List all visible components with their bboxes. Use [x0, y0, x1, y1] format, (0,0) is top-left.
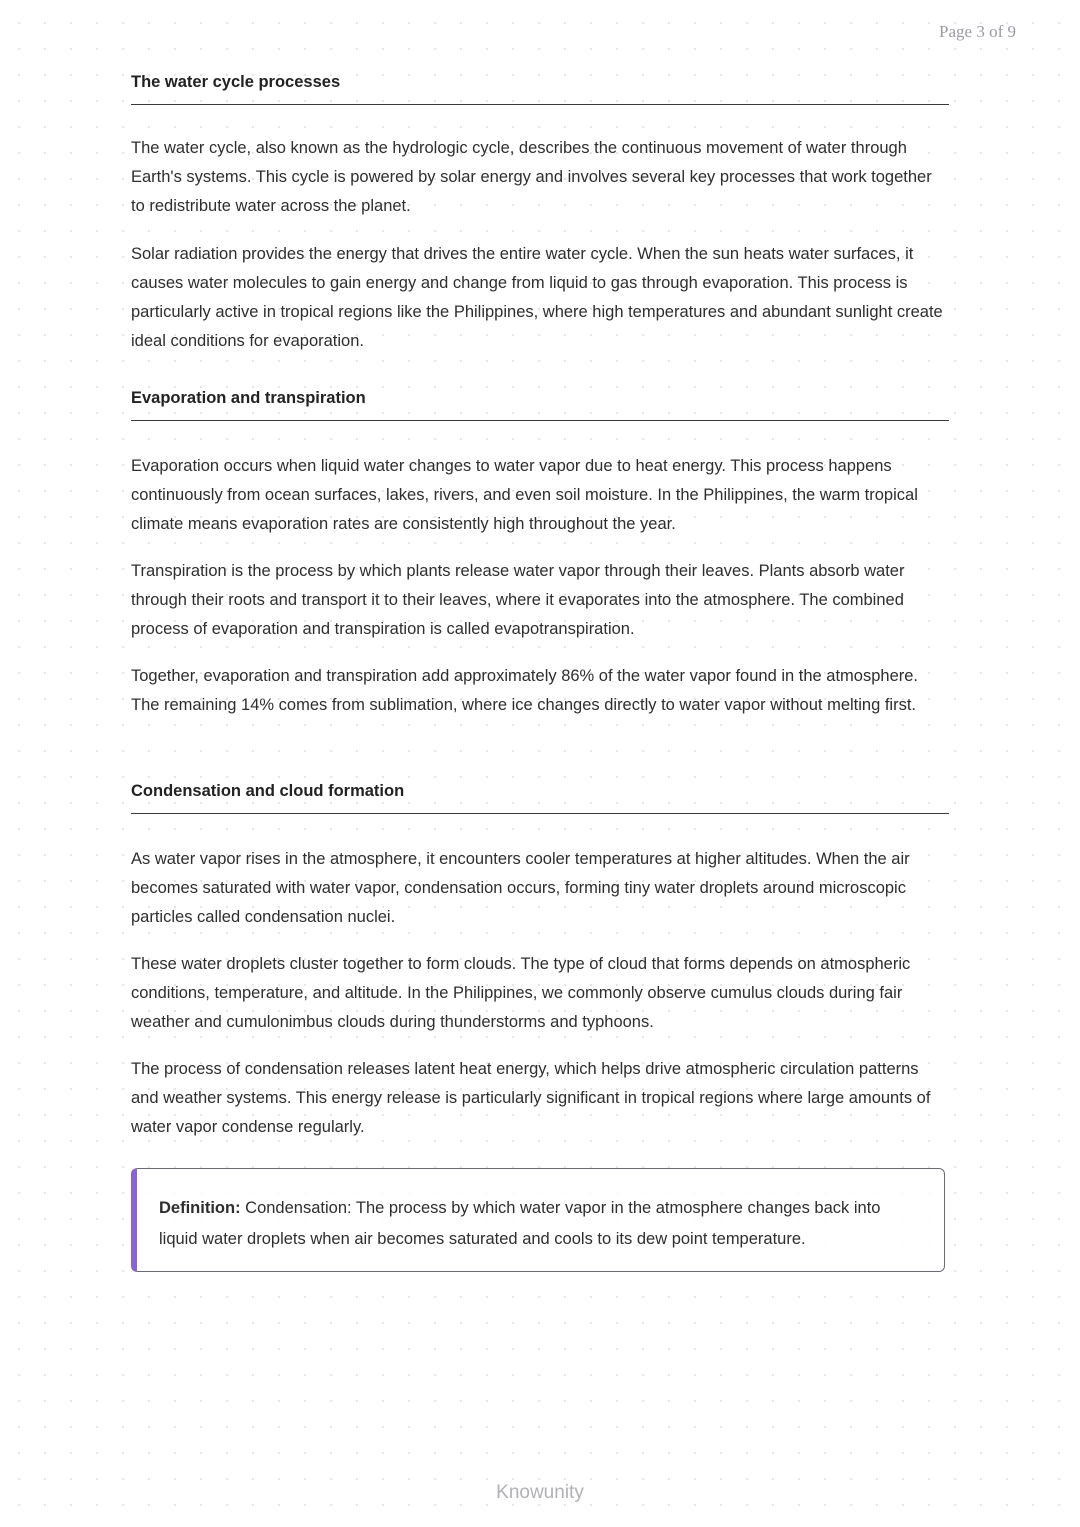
paragraph: Transpiration is the process by which plants release water vapor through their leaves. Plants absorb water through their roots and transport it to their leaves, where it evaporates into the atmosphere. The combined process of evaporation and transpiration is called evapotranspiration. [131, 562, 905, 638]
heading-divider [131, 104, 949, 105]
paragraph: Solar radiation provides the energy that drives the entire water cycle. When the sun heats water surfaces, it causes water molecules to gain energy and change from liquid to gas through evaporation. This process is particularly active in tropical regions like the Philippines, where high temperatures and abundant sunlight create ideal conditions for evaporation. [131, 245, 943, 350]
heading-divider [131, 813, 949, 814]
definition-label: Definition: [159, 1199, 241, 1217]
section-condensation-cloud-formation [131, 779, 949, 814]
paragraph: As water vapor rises in the atmosphere, it encounters cooler temperatures at higher altitudes. When the air becomes saturated with water vapor, condensation occurs, forming tiny water droplets around microscopic particles called condensation nuclei. [131, 850, 910, 926]
page-indicator: Page 3 of 9 [939, 22, 1016, 41]
definition-text [159, 1193, 919, 1255]
definition-callout [131, 1168, 945, 1272]
paragraph: Together, evaporation and transpiration add approximately 86% of the water vapor found in the atmosphere. The remaining 14% comes from sublimation, where ice changes directly to water vapor without melting first. [131, 667, 918, 714]
section-heading: The water cycle processes [131, 73, 341, 91]
section-heading: Evaporation and transpiration [131, 389, 366, 407]
heading-divider [131, 420, 949, 421]
section-heading: Condensation and cloud formation [131, 782, 405, 800]
paragraph: The process of condensation releases latent heat energy, which helps drive atmospheric circulation patterns and weather systems. This energy release is particularly significant in tropical regions where large amounts of water vapor condense regularly. [131, 1060, 931, 1136]
paragraph: Evaporation occurs when liquid water changes to water vapor due to heat energy. This process happens continuously from ocean surfaces, lakes, rivers, and even soil moisture. In the Philippines, the warm tropical climate means evaporation rates are consistently high throughout the year. [131, 457, 918, 533]
paragraph: The water cycle, also known as the hydrologic cycle, describes the continuous movement of water through Earth's systems. This cycle is powered by solar energy and involves several key processes that work together to redistribute water across the planet. [131, 139, 932, 215]
paragraph: These water droplets cluster together to form clouds. The type of cloud that forms depends on atmospheric conditions, temperature, and altitude. In the Philippines, we commonly observe cumulus clouds during fair weather and cumulonimbus clouds during thunderstorms and typhoons. [131, 955, 911, 1031]
section-evaporation-transpiration [131, 386, 949, 421]
definition-body: Condensation: The process by which water vapor in the atmosphere changes back into liquid water droplets when air becomes saturated and cools to its dew point temperature. [159, 1199, 881, 1248]
section-water-cycle-processes [131, 70, 949, 105]
footer-brand: Knowunity [496, 1482, 584, 1503]
